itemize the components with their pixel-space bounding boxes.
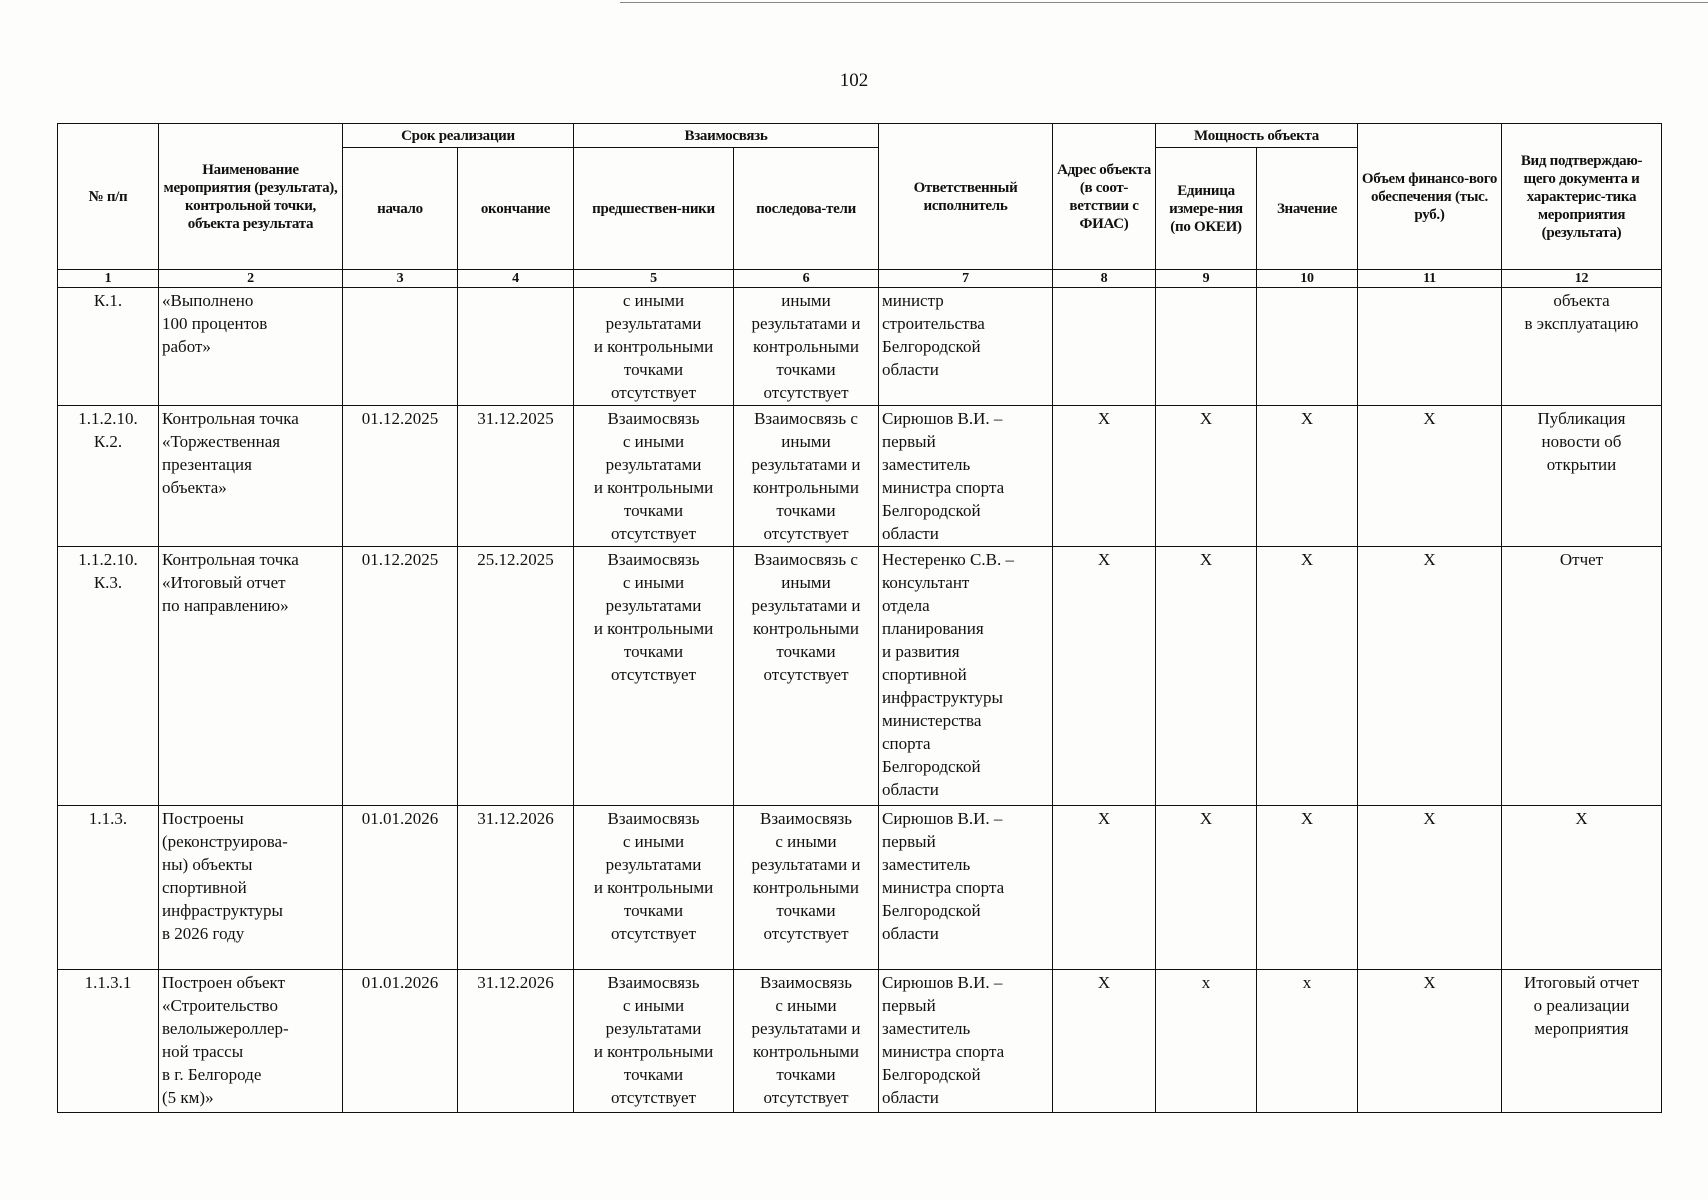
row-unit-cell: Х (1156, 547, 1257, 806)
column-number: 5 (574, 270, 734, 288)
row-address-cell: Х (1053, 970, 1156, 1113)
row-successors-cell: иными результатами и контрольными точками отсутствует (734, 288, 879, 406)
row-value-cell (1257, 288, 1358, 406)
row-doc-cell: объекта в эксплуатацию (1502, 288, 1662, 406)
row-value-cell: Х (1257, 406, 1358, 547)
row-value-cell: Х (1257, 547, 1358, 806)
row-value-cell: Х (1257, 806, 1358, 970)
row-predecessors-cell: Взаимосвязь с иными результатами и контрольными точками отсутствует (574, 406, 734, 547)
table-body (58, 288, 1662, 1113)
header-num: № п/п (58, 124, 159, 270)
row-responsible-cell: министр строительства Белгородской области (879, 288, 1053, 406)
header-responsible: Ответственный исполнитель (879, 124, 1053, 270)
row-doc-cell: Х (1502, 806, 1662, 970)
row-start-cell: 01.01.2026 (343, 806, 458, 970)
row-number-cell: 1.1.2.10. К.3. (58, 547, 159, 806)
row-finance-cell (1358, 288, 1502, 406)
row-number-cell: 1.1.3.1 (58, 970, 159, 1113)
row-unit-cell: Х (1156, 406, 1257, 547)
row-start-cell: 01.12.2025 (343, 547, 458, 806)
table-row (58, 970, 1662, 1113)
row-finance-cell: Х (1358, 970, 1502, 1113)
row-responsible-cell: Сирюшов В.И. – первый заместитель министра спорта Белгородской области (879, 970, 1053, 1113)
row-end-cell: 31.12.2025 (458, 406, 574, 547)
header-finance: Объем финансо-вого обеспечения (тыс. руб.) (1358, 124, 1502, 270)
row-end-cell: 31.12.2026 (458, 806, 574, 970)
row-doc-cell: Итоговый отчет о реализации мероприятия (1502, 970, 1662, 1113)
row-predecessors-cell: Взаимосвязь с иными результатами и контрольными точками отсутствует (574, 970, 734, 1113)
row-name-cell: Построен объект «Строительство велолыжероллер- ной трассы в г. Белгороде (5 км)» (159, 970, 343, 1113)
row-finance-cell: Х (1358, 547, 1502, 806)
row-predecessors-cell: с иными результатами и контрольными точками отсутствует (574, 288, 734, 406)
column-number: 2 (159, 270, 343, 288)
table-row (58, 406, 1662, 547)
row-address-cell: Х (1053, 806, 1156, 970)
row-predecessors-cell: Взаимосвязь с иными результатами и контрольными точками отсутствует (574, 806, 734, 970)
implementation-plan-table (57, 123, 1662, 1113)
header-value: Значение (1257, 148, 1358, 270)
row-finance-cell: Х (1358, 806, 1502, 970)
row-start-cell: 01.12.2025 (343, 406, 458, 547)
header-unit: Единица измере-ния (по ОКЕИ) (1156, 148, 1257, 270)
row-start-cell (343, 288, 458, 406)
row-doc-cell: Публикация новости об открытии (1502, 406, 1662, 547)
column-number: 12 (1502, 270, 1662, 288)
row-successors-cell: Взаимосвязь с иными результатами и контрольными точками отсутствует (734, 970, 879, 1113)
row-name-cell: Контрольная точка «Торжественная презентация объекта» (159, 406, 343, 547)
row-address-cell: Х (1053, 406, 1156, 547)
row-finance-cell: Х (1358, 406, 1502, 547)
header-name: Наименование мероприятия (результата), контрольной точки, объекта результата (159, 124, 343, 270)
header-start: начало (343, 148, 458, 270)
row-number-cell: 1.1.2.10. К.2. (58, 406, 159, 547)
page-number: 102 (839, 70, 869, 91)
row-unit-cell: х (1156, 970, 1257, 1113)
row-predecessors-cell: Взаимосвязь с иными результатами и контрольными точками отсутствует (574, 547, 734, 806)
row-doc-cell: Отчет (1502, 547, 1662, 806)
column-number: 4 (458, 270, 574, 288)
row-number-cell: К.1. (58, 288, 159, 406)
row-end-cell (458, 288, 574, 406)
row-successors-cell: Взаимосвязь с иными результатами и контрольными точками отсутствует (734, 806, 879, 970)
row-successors-cell: Взаимосвязь с иными результатами и контрольными точками отсутствует (734, 547, 879, 806)
scan-edge-line (620, 2, 1708, 3)
table-row (58, 288, 1662, 406)
row-end-cell: 31.12.2026 (458, 970, 574, 1113)
row-end-cell: 25.12.2025 (458, 547, 574, 806)
table-row (58, 547, 1662, 806)
column-number: 3 (343, 270, 458, 288)
row-unit-cell (1156, 288, 1257, 406)
row-number-cell: 1.1.3. (58, 806, 159, 970)
header-address: Адрес объекта (в соот-ветствии с ФИАС) (1053, 124, 1156, 270)
row-responsible-cell: Сирюшов В.И. – первый заместитель министра спорта Белгородской области (879, 806, 1053, 970)
column-number: 8 (1053, 270, 1156, 288)
header-link-group: Взаимосвязь (574, 124, 879, 148)
column-number: 10 (1257, 270, 1358, 288)
row-value-cell: х (1257, 970, 1358, 1113)
header-term-group: Срок реализации (343, 124, 574, 148)
column-number: 9 (1156, 270, 1257, 288)
column-number: 1 (58, 270, 159, 288)
row-address-cell: Х (1053, 547, 1156, 806)
row-name-cell: «Выполнено 100 процентов работ» (159, 288, 343, 406)
table-row (58, 806, 1662, 970)
header-predecessors: предшествен-ники (574, 148, 734, 270)
row-responsible-cell: Нестеренко С.В. – консультант отдела планирования и развития спортивной инфраструктуры министерства спорта Белгородской области (879, 547, 1053, 806)
row-name-cell: Контрольная точка «Итоговый отчет по направлению» (159, 547, 343, 806)
row-successors-cell: Взаимосвязь с иными результатами и контрольными точками отсутствует (734, 406, 879, 547)
row-name-cell: Построены (реконструирова- ны) объекты спортивной инфраструктуры в 2026 году (159, 806, 343, 970)
row-start-cell: 01.01.2026 (343, 970, 458, 1113)
column-number-row (58, 270, 1662, 288)
column-number: 11 (1358, 270, 1502, 288)
header-capacity-group: Мощность объекта (1156, 124, 1358, 148)
header-successors: последова-тели (734, 148, 879, 270)
row-unit-cell: Х (1156, 806, 1257, 970)
row-address-cell (1053, 288, 1156, 406)
column-number: 7 (879, 270, 1053, 288)
row-responsible-cell: Сирюшов В.И. – первый заместитель министра спорта Белгородской области (879, 406, 1053, 547)
header-end: окончание (458, 148, 574, 270)
column-number: 6 (734, 270, 879, 288)
header-doc-type: Вид подтверждаю-щего документа и характерис-тика мероприятия (результата) (1502, 124, 1662, 270)
